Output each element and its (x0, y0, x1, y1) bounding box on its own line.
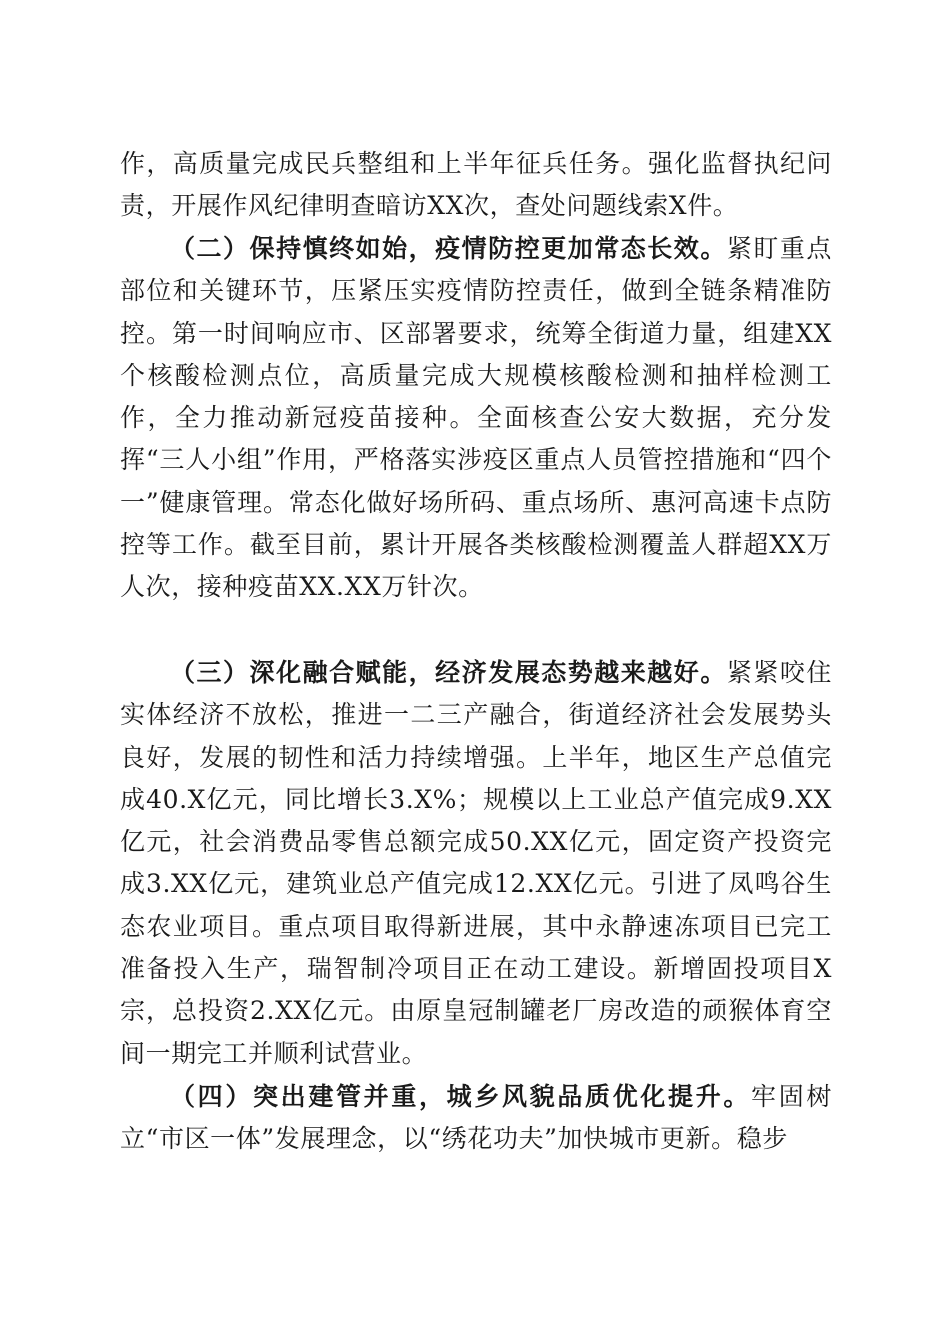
section-heading-3: （三）深化融合赋能，经济发展态势越来越好。 (170, 658, 727, 687)
paragraph-body: 牢固树立“市区一体”发展理念，以“绣花功夫”加快城市更新。稳步 (120, 1082, 832, 1154)
paragraph-urban-rural (120, 1076, 832, 1161)
paragraph-body: 紧紧咬住实体经济不放松，推进一二三产融合，街道经济社会发展势头良好，发展的韧性和活力持续增强。上半年，地区生产总值完成40.X亿元，同比增长3.X%；规模以上工业总产值完成9.XX亿元，社会消费品零售总额完成50.XX亿元，固定资产投资完成3.XX亿元，建筑业总产值完成12.XX亿元。引进了凤鸣谷生态农业项目。重点项目取得新进展，其中永静速冻项目已完工准备投入生产，瑞智制冷项目正在动工建设。新增固投项目X宗，总投资2.XX亿元。由原皇冠制罐老厂房改造的顽猴体育空间一期完工并顺利试营业。 (120, 658, 832, 1068)
paragraph-epidemic-control (120, 228, 832, 609)
paragraph-continuation (120, 143, 832, 228)
section-heading-2: （二）保持慎终如始，疫情防控更加常态长效。 (170, 234, 727, 263)
paragraph-economic-development (120, 652, 832, 1075)
section-heading-4: （四）突出建管并重，城乡风貌品质优化提升。 (170, 1082, 752, 1111)
paragraph-body: 紧盯重点部位和关键环节，压紧压实疫情防控责任，做到全链条精准防控。第一时间响应市、区部署要求，统筹全街道力量，组建XX个核酸检测点位，高质量完成大规模核酸检测和抽样检测工作，全力推动新冠疫苗接种。全面核查公安大数据，充分发挥“三人小组”作用，严格落实涉疫区重点人员管控措施和“四个一”健康管理。常态化做好场所码、重点场所、惠河高速卡点防控等工作。截至目前，累计开展各类核酸检测覆盖人群超XX万人次，接种疫苗XX.XX万针次。 (120, 234, 832, 602)
paragraph-body: 作，高质量完成民兵整组和上半年征兵任务。强化监督执纪问责，开展作风纪律明查暗访XX次，查处问题线索X件。 (120, 149, 832, 221)
